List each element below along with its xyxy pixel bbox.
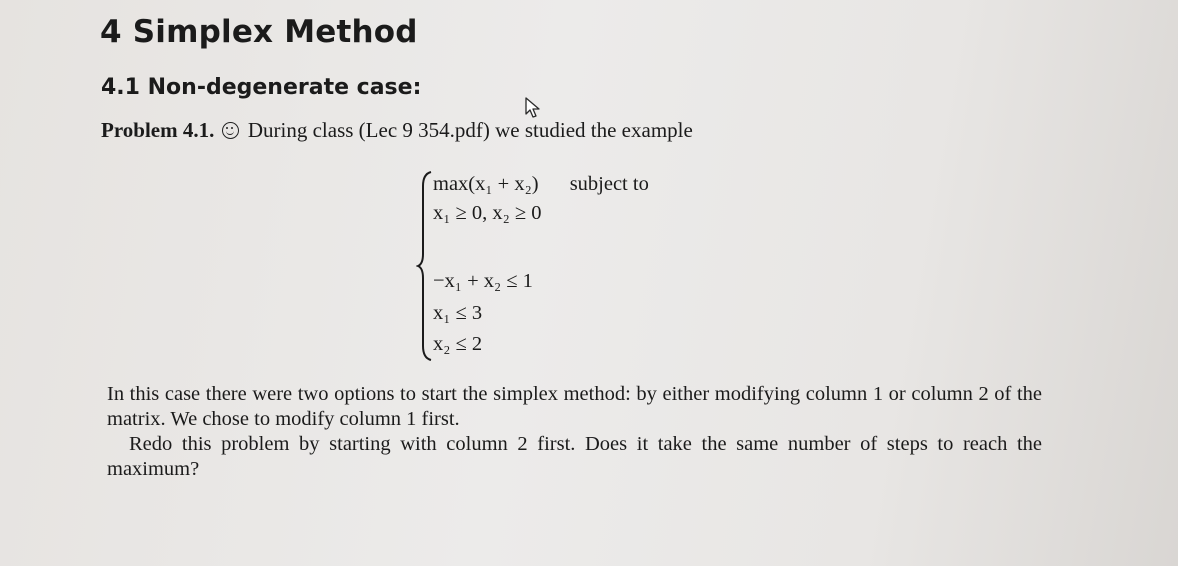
body-text	[107, 382, 1042, 482]
constraint-2: x₁ ≤ 3	[433, 302, 483, 324]
objective-row	[433, 173, 649, 196]
problem-statement	[101, 118, 693, 143]
paragraph-2: Redo this problem by starting with column 2 first. Does it take the same number of steps to reach the maximum?	[107, 433, 1042, 480]
smiley-face-icon	[222, 122, 239, 139]
problem-intro: During class (Lec 9 354.pdf) we studied the example	[247, 118, 693, 142]
paragraph-1: In this case there were two options to start the simplex method: by either modifying column 1 or column 2 of the matrix. We chose to modify column 1 first.	[107, 383, 1042, 430]
nonnegativity-constraint: x₁ ≥ 0, x₂ ≥ 0	[433, 202, 542, 224]
objective-suffix: subject to	[569, 173, 649, 195]
problem-label: Problem 4.1.	[101, 118, 215, 142]
constraint-1: −x₁ + x₂ ≤ 1	[433, 270, 533, 292]
objective-expression: max(x₁ + x₂)	[433, 173, 539, 195]
mouse-pointer-icon	[524, 96, 546, 122]
section-title: 4 Simplex Method	[100, 14, 418, 50]
subsection-title: 4.1 Non-degenerate case:	[101, 75, 422, 100]
constraint-3: x₂ ≤ 2	[433, 333, 483, 355]
